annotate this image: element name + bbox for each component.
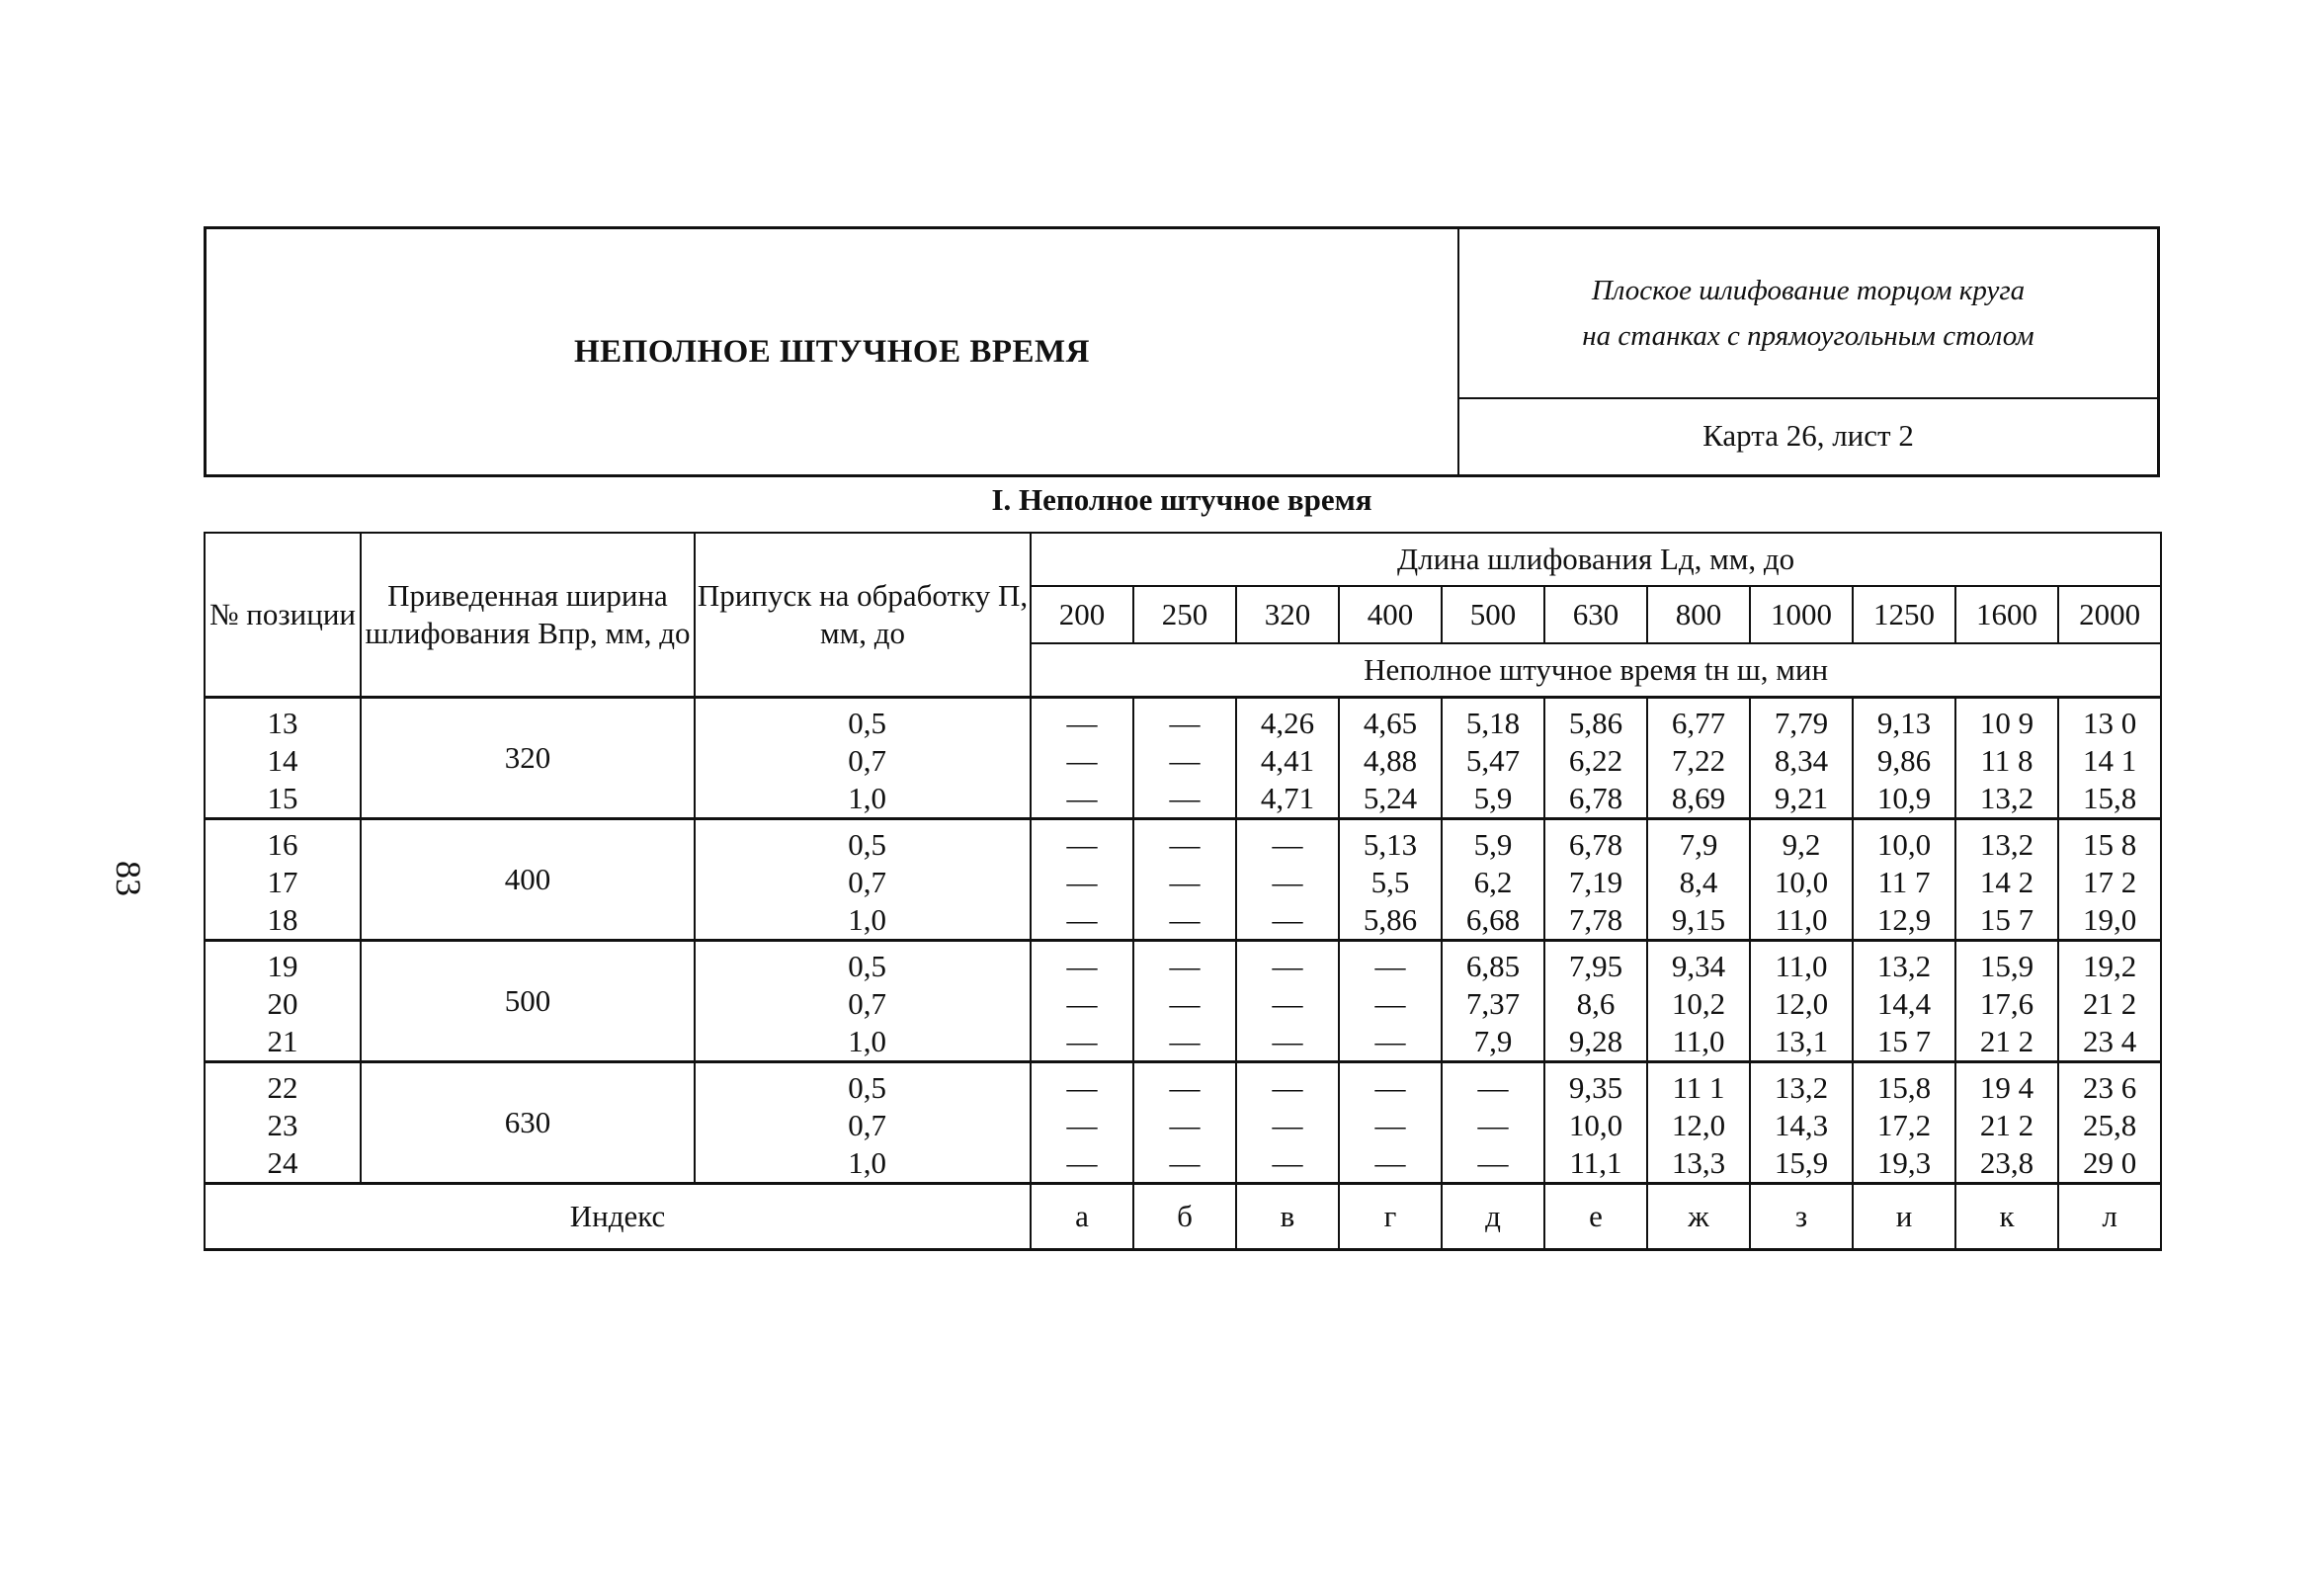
time-value: 7,19 xyxy=(1568,865,1623,899)
time-value: 23 4 xyxy=(2082,1024,2137,1058)
time-value: 9,28 xyxy=(1568,1024,1623,1058)
time-cell-200 xyxy=(1031,698,1133,819)
time-value: — xyxy=(1066,1145,1098,1180)
width-group-400 xyxy=(205,819,2161,941)
time-value: 21 2 xyxy=(1979,1108,2034,1142)
time-value: 6,2 xyxy=(1473,865,1513,899)
time-value: — xyxy=(1169,986,1201,1021)
time-value: — xyxy=(1272,902,1303,937)
time-value: 6,78 xyxy=(1568,827,1623,862)
time-value: — xyxy=(1272,827,1303,862)
section-title: I. Неполное штучное время xyxy=(991,482,1372,517)
time-value: 7,22 xyxy=(1671,743,1726,778)
time-value: 7,37 xyxy=(1465,986,1521,1021)
time-value: 5,47 xyxy=(1465,743,1521,778)
time-cell-1600 xyxy=(1955,1062,2058,1184)
width-cell: 500 xyxy=(361,941,695,1062)
time-value: 13,2 xyxy=(1979,827,2034,862)
time-value: 15 7 xyxy=(1876,1024,1932,1058)
allowance-value: 0,5 xyxy=(848,949,886,983)
position-number: 16 xyxy=(267,827,298,862)
time-value: 10,2 xyxy=(1671,986,1726,1021)
index-label: Индекс xyxy=(205,1184,1031,1250)
allowance-value: 0,7 xyxy=(848,743,886,778)
time-cell-2000 xyxy=(2058,941,2161,1062)
position-cell xyxy=(205,698,361,819)
time-value: 10,0 xyxy=(1774,865,1829,899)
time-value: 8,4 xyxy=(1679,865,1718,899)
allowance-cell xyxy=(695,698,1031,819)
time-value: — xyxy=(1169,1024,1201,1058)
time-header: Неполное штучное время tн ш, мин xyxy=(1031,643,2161,698)
time-cell-400 xyxy=(1339,819,1442,941)
time-value: — xyxy=(1169,1108,1201,1142)
allowance-value: 1,0 xyxy=(848,1145,886,1180)
time-value: — xyxy=(1169,1145,1201,1180)
time-value: — xyxy=(1066,902,1098,937)
time-value: — xyxy=(1169,949,1201,983)
time-value: 5,13 xyxy=(1363,827,1418,862)
time-value: 9,34 xyxy=(1671,949,1726,983)
time-value: 19,0 xyxy=(2082,902,2137,937)
time-value: 12,9 xyxy=(1876,902,1932,937)
time-value: 13,3 xyxy=(1671,1145,1726,1180)
time-value: 10,9 xyxy=(1876,781,1932,815)
time-value: 17,6 xyxy=(1979,986,2034,1021)
time-value: 13,2 xyxy=(1979,781,2034,815)
index-cell: л xyxy=(2058,1184,2161,1250)
index-cell: ж xyxy=(1647,1184,1750,1250)
time-cell-250 xyxy=(1133,941,1236,1062)
time-value: — xyxy=(1066,706,1098,740)
time-value: 5,86 xyxy=(1568,706,1623,740)
time-value: — xyxy=(1066,1070,1098,1105)
time-value: — xyxy=(1169,781,1201,815)
time-value: 21 2 xyxy=(1979,1024,2034,1058)
time-value: — xyxy=(1272,865,1303,899)
width-group-320 xyxy=(205,698,2161,819)
header-title-cell xyxy=(207,229,1459,474)
subtitle-line-1: Плоское шлифование торцом круга xyxy=(1591,275,2026,306)
time-value: 6,85 xyxy=(1465,949,1521,983)
allowance-cell xyxy=(695,941,1031,1062)
time-cell-800 xyxy=(1647,1062,1750,1184)
time-cell-320 xyxy=(1236,1062,1339,1184)
position-number: 23 xyxy=(267,1108,298,1142)
time-value: 13 0 xyxy=(2082,706,2137,740)
time-value: 4,88 xyxy=(1363,743,1418,778)
time-cell-320 xyxy=(1236,819,1339,941)
time-value: — xyxy=(1374,949,1406,983)
time-value: 14 1 xyxy=(2082,743,2137,778)
time-cell-1000 xyxy=(1750,941,1853,1062)
time-value: 4,71 xyxy=(1260,781,1315,815)
width-cell: 400 xyxy=(361,819,695,941)
index-cell: в xyxy=(1236,1184,1339,1250)
position-number: 24 xyxy=(267,1145,298,1180)
time-value: 10 9 xyxy=(1979,706,2034,740)
time-cell-1000 xyxy=(1750,698,1853,819)
time-value: — xyxy=(1169,902,1201,937)
allowance-value: 0,7 xyxy=(848,986,886,1021)
time-value: — xyxy=(1169,865,1201,899)
time-cell-630 xyxy=(1544,819,1647,941)
length-col-800: 800 xyxy=(1647,586,1750,643)
time-cell-1600 xyxy=(1955,819,2058,941)
time-value: 6,68 xyxy=(1465,902,1521,937)
time-value: 29 0 xyxy=(2082,1145,2137,1180)
time-value: 19,2 xyxy=(2082,949,2137,983)
length-col-630: 630 xyxy=(1544,586,1647,643)
time-cell-1250 xyxy=(1853,941,1955,1062)
time-value: 15,9 xyxy=(1979,949,2034,983)
time-value: — xyxy=(1272,1145,1303,1180)
page-number: 83 xyxy=(109,861,148,896)
header-card-cell xyxy=(1459,397,2157,474)
allowance-cell xyxy=(695,819,1031,941)
time-value: — xyxy=(1374,1070,1406,1105)
time-value: 9,86 xyxy=(1876,743,1932,778)
time-cell-630 xyxy=(1544,1062,1647,1184)
time-value: — xyxy=(1272,1024,1303,1058)
time-cell-400 xyxy=(1339,941,1442,1062)
time-value: 13,2 xyxy=(1876,949,1932,983)
time-value: — xyxy=(1272,986,1303,1021)
time-cell-500 xyxy=(1442,1062,1544,1184)
time-cell-320 xyxy=(1236,941,1339,1062)
time-cell-200 xyxy=(1031,1062,1133,1184)
time-cell-630 xyxy=(1544,941,1647,1062)
page-title: НЕПОЛНОЕ ШТУЧНОЕ ВРЕМЯ xyxy=(573,333,1090,370)
time-value: 9,15 xyxy=(1671,902,1726,937)
time-cell-250 xyxy=(1133,698,1236,819)
time-value: 9,35 xyxy=(1568,1070,1623,1105)
length-col-200: 200 xyxy=(1031,586,1133,643)
length-col-1600: 1600 xyxy=(1955,586,2058,643)
time-table xyxy=(204,532,2162,1251)
time-value: — xyxy=(1477,1070,1509,1105)
index-cell: з xyxy=(1750,1184,1853,1250)
col-allowance-header: Припуск на обработку П, мм, до xyxy=(695,533,1031,698)
length-header: Длина шлифования Lд, мм, до xyxy=(1031,533,2161,586)
time-value: — xyxy=(1374,986,1406,1021)
time-value: 7,9 xyxy=(1473,1024,1513,1058)
card-label: Карта 26, лист 2 xyxy=(1702,418,1914,453)
time-value: 25,8 xyxy=(2082,1108,2137,1142)
time-value: 4,65 xyxy=(1363,706,1418,740)
time-value: 13,1 xyxy=(1774,1024,1829,1058)
time-value: 11 8 xyxy=(1980,743,2034,778)
time-value: 8,69 xyxy=(1671,781,1726,815)
time-value: — xyxy=(1066,743,1098,778)
time-value: 15,9 xyxy=(1774,1145,1829,1180)
time-value: 10,0 xyxy=(1568,1108,1623,1142)
time-value: 8,6 xyxy=(1576,986,1616,1021)
time-value: 7,79 xyxy=(1774,706,1829,740)
time-cell-400 xyxy=(1339,698,1442,819)
length-col-500: 500 xyxy=(1442,586,1544,643)
time-value: 15 8 xyxy=(2082,827,2137,862)
time-cell-500 xyxy=(1442,698,1544,819)
time-value: 19 4 xyxy=(1979,1070,2034,1105)
time-value: 5,86 xyxy=(1363,902,1418,937)
time-value: 14,4 xyxy=(1876,986,1932,1021)
time-value: — xyxy=(1169,827,1201,862)
allowance-value: 0,5 xyxy=(848,1070,886,1105)
time-cell-1250 xyxy=(1853,1062,1955,1184)
allowance-value: 1,0 xyxy=(848,781,886,815)
time-value: 17,2 xyxy=(1876,1108,1932,1142)
length-col-250: 250 xyxy=(1133,586,1236,643)
allowance-value: 0,5 xyxy=(848,827,886,862)
time-value: — xyxy=(1169,1070,1201,1105)
position-cell xyxy=(205,941,361,1062)
time-value: 15,8 xyxy=(1876,1070,1932,1105)
width-cell: 320 xyxy=(361,698,695,819)
time-cell-1250 xyxy=(1853,698,1955,819)
allowance-cell xyxy=(695,1062,1031,1184)
time-cell-800 xyxy=(1647,698,1750,819)
index-cell: д xyxy=(1442,1184,1544,1250)
time-value: — xyxy=(1066,949,1098,983)
time-cell-2000 xyxy=(2058,1062,2161,1184)
time-value: — xyxy=(1374,1024,1406,1058)
index-cell: г xyxy=(1339,1184,1442,1250)
col-position-header: № позиции xyxy=(205,533,361,698)
position-number: 14 xyxy=(267,743,298,778)
time-value: 12,0 xyxy=(1774,986,1829,1021)
width-group-630 xyxy=(205,1062,2161,1184)
time-value: 11 1 xyxy=(1672,1070,1725,1105)
time-cell-1600 xyxy=(1955,698,2058,819)
time-value: — xyxy=(1066,986,1098,1021)
index-section xyxy=(205,1184,2161,1250)
table-header xyxy=(205,533,2161,698)
time-value: 5,24 xyxy=(1363,781,1418,815)
width-group-500 xyxy=(205,941,2161,1062)
time-value: 7,9 xyxy=(1679,827,1718,862)
time-value: 23 6 xyxy=(2082,1070,2137,1105)
time-value: 9,21 xyxy=(1774,781,1829,815)
table-row xyxy=(205,698,2161,819)
time-value: 5,9 xyxy=(1473,781,1513,815)
time-value: 4,26 xyxy=(1260,706,1315,740)
subtitle-line-2: на станках с прямоугольным столом xyxy=(1582,320,2034,352)
time-cell-500 xyxy=(1442,819,1544,941)
time-value: 14,3 xyxy=(1774,1108,1829,1142)
time-value: 5,9 xyxy=(1473,827,1513,862)
time-value: — xyxy=(1374,1108,1406,1142)
time-value: — xyxy=(1066,1108,1098,1142)
time-value: — xyxy=(1272,1070,1303,1105)
table-row xyxy=(205,819,2161,941)
index-cell: и xyxy=(1853,1184,1955,1250)
time-value: 9,2 xyxy=(1782,827,1821,862)
position-number: 13 xyxy=(267,706,298,740)
time-value: 7,95 xyxy=(1568,949,1623,983)
time-value: 6,77 xyxy=(1671,706,1726,740)
index-row xyxy=(205,1184,2161,1250)
time-value: 9,13 xyxy=(1876,706,1932,740)
index-cell: е xyxy=(1544,1184,1647,1250)
time-cell-500 xyxy=(1442,941,1544,1062)
time-cell-2000 xyxy=(2058,698,2161,819)
index-cell: б xyxy=(1133,1184,1236,1250)
time-value: — xyxy=(1066,865,1098,899)
time-value: 7,78 xyxy=(1568,902,1623,937)
position-number: 18 xyxy=(267,902,298,937)
length-col-400: 400 xyxy=(1339,586,1442,643)
time-value: 13,2 xyxy=(1774,1070,1829,1105)
col-width-header: Приведенная ширина шлифования Впр, мм, до xyxy=(361,533,695,698)
time-cell-320 xyxy=(1236,698,1339,819)
time-value: 8,34 xyxy=(1774,743,1829,778)
time-value: 11,0 xyxy=(1775,949,1828,983)
time-cell-800 xyxy=(1647,941,1750,1062)
time-value: 21 2 xyxy=(2082,986,2137,1021)
time-value: — xyxy=(1477,1108,1509,1142)
position-number: 19 xyxy=(267,949,298,983)
time-value: 11,0 xyxy=(1775,902,1828,937)
time-value: — xyxy=(1169,743,1201,778)
time-cell-200 xyxy=(1031,941,1133,1062)
time-value: — xyxy=(1272,1108,1303,1142)
time-value: 5,5 xyxy=(1370,865,1410,899)
position-number: 22 xyxy=(267,1070,298,1105)
time-value: — xyxy=(1374,1145,1406,1180)
time-value: 4,41 xyxy=(1260,743,1315,778)
length-col-320: 320 xyxy=(1236,586,1339,643)
time-cell-250 xyxy=(1133,819,1236,941)
time-cell-1250 xyxy=(1853,819,1955,941)
header-subtitle-cell xyxy=(1459,229,2157,399)
index-cell: к xyxy=(1955,1184,2058,1250)
time-value: — xyxy=(1169,706,1201,740)
allowance-value: 0,5 xyxy=(848,706,886,740)
allowance-value: 1,0 xyxy=(848,902,886,937)
allowance-value: 1,0 xyxy=(848,1024,886,1058)
position-number: 20 xyxy=(267,986,298,1021)
time-value: 19,3 xyxy=(1876,1145,1932,1180)
length-col-1000: 1000 xyxy=(1750,586,1853,643)
time-value: 11 7 xyxy=(1877,865,1931,899)
table-row xyxy=(205,1062,2161,1184)
position-cell xyxy=(205,1062,361,1184)
time-value: 12,0 xyxy=(1671,1108,1726,1142)
time-cell-250 xyxy=(1133,1062,1236,1184)
header-box xyxy=(204,226,2160,477)
time-cell-400 xyxy=(1339,1062,1442,1184)
position-cell xyxy=(205,819,361,941)
position-number: 17 xyxy=(267,865,298,899)
allowance-value: 0,7 xyxy=(848,865,886,899)
time-value: 15,8 xyxy=(2082,781,2137,815)
time-value: 11,1 xyxy=(1569,1145,1622,1180)
time-cell-1000 xyxy=(1750,1062,1853,1184)
time-value: 5,18 xyxy=(1465,706,1521,740)
time-value: — xyxy=(1066,1024,1098,1058)
time-cell-2000 xyxy=(2058,819,2161,941)
time-value: 10,0 xyxy=(1876,827,1932,862)
time-cell-1000 xyxy=(1750,819,1853,941)
time-value: — xyxy=(1066,827,1098,862)
index-cell: а xyxy=(1031,1184,1133,1250)
allowance-value: 0,7 xyxy=(848,1108,886,1142)
time-value: 17 2 xyxy=(2082,865,2137,899)
time-cell-200 xyxy=(1031,819,1133,941)
time-cell-630 xyxy=(1544,698,1647,819)
time-cell-1600 xyxy=(1955,941,2058,1062)
time-value: 14 2 xyxy=(1979,865,2034,899)
position-number: 21 xyxy=(267,1024,298,1058)
time-value: 23,8 xyxy=(1979,1145,2034,1180)
length-col-1250: 1250 xyxy=(1853,586,1955,643)
time-value: — xyxy=(1477,1145,1509,1180)
time-value: — xyxy=(1066,781,1098,815)
time-value: 6,78 xyxy=(1568,781,1623,815)
width-cell: 630 xyxy=(361,1062,695,1184)
table-row xyxy=(205,941,2161,1062)
time-value: 15 7 xyxy=(1979,902,2034,937)
time-value: 11,0 xyxy=(1672,1024,1725,1058)
position-number: 15 xyxy=(267,781,298,815)
time-cell-800 xyxy=(1647,819,1750,941)
time-value: — xyxy=(1272,949,1303,983)
length-col-2000: 2000 xyxy=(2058,586,2161,643)
time-value: 6,22 xyxy=(1568,743,1623,778)
